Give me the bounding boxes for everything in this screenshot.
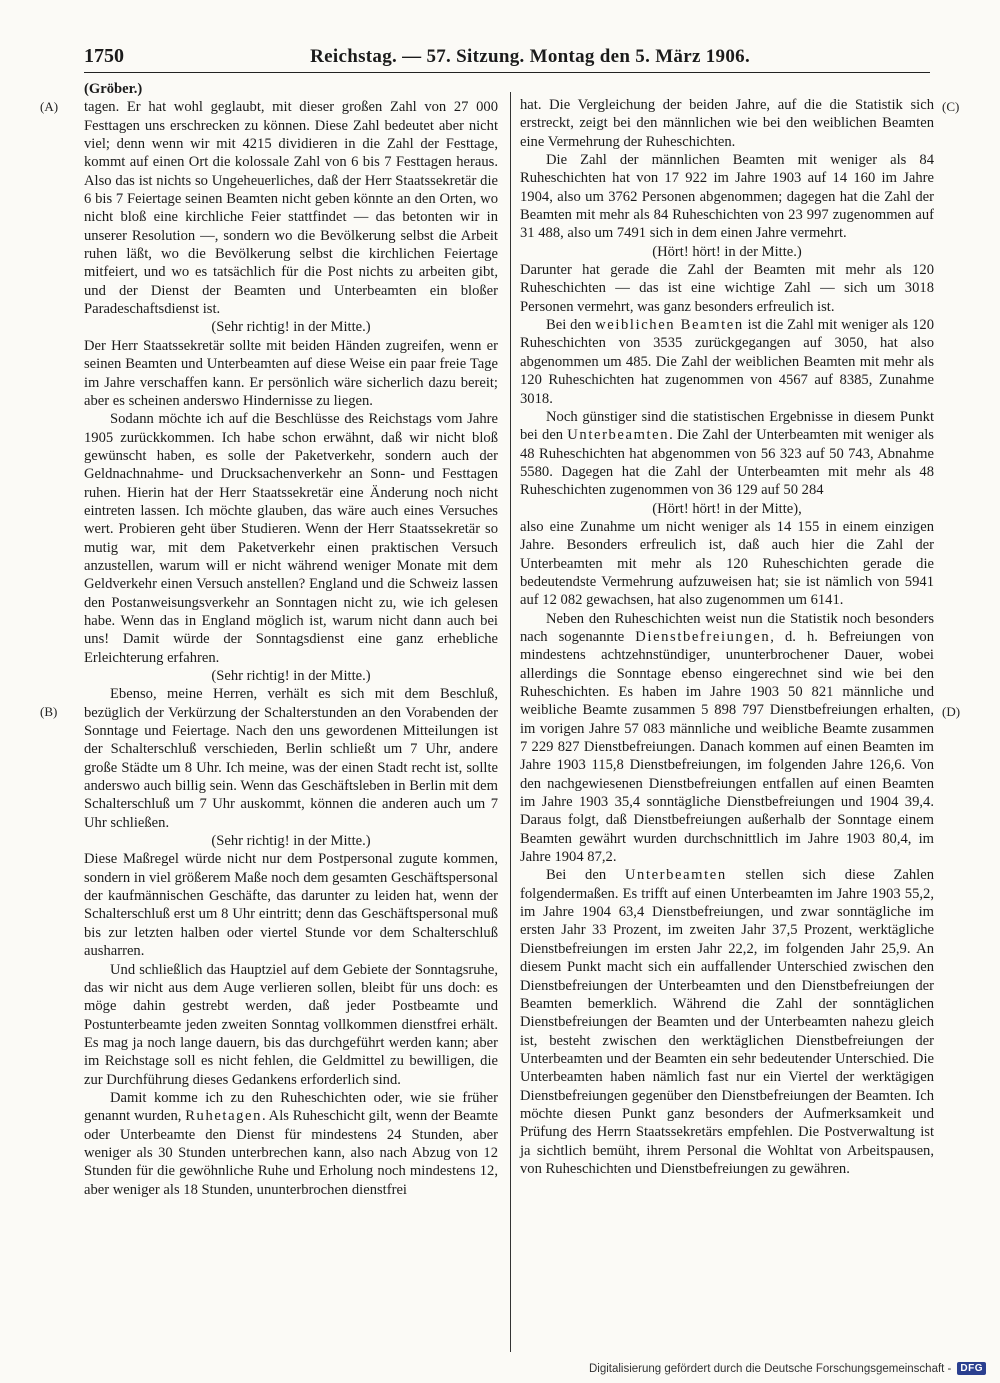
paragraph bbox=[520, 408, 934, 500]
speaker-name: (Gröber.) bbox=[84, 81, 143, 97]
paragraph: Und schließlich das Hauptziel auf dem Gebiete der Sonntagsruhe, das wir nicht aus dem Auge verlieren sollen, bleibt für uns doch: es möge dahin gestrebt werden, daß jeder Postbeamte und Postunterbeamte jeden zweiten Sonntag vollkommen dienstfrei erhält. Es mag ja noch lange dauern, bis das durchgeführt werden kann; aber im Reichstage soll es nicht fehlen, die Geldmittel zu bewilligen, die zur Durchführung dieses Gedankens erforderlich sind. bbox=[84, 961, 498, 1088]
paragraph bbox=[520, 316, 934, 408]
interjection: (Sehr richtig! in der Mitte.) bbox=[211, 833, 371, 850]
page-header bbox=[84, 44, 930, 73]
interjection: (Sehr richtig! in der Mitte.) bbox=[211, 668, 371, 684]
text-run: ist die Zahl mit weniger als 120 Ruheschichten von 3535 zurückgegangen auf 3050, hat also abgenommen um 485. Die Zahl der weiblichen Beamten mit mehr als 120 Ruheschichten hat zugenommen von 4567 auf 8385, Zunahme 3018. bbox=[520, 317, 935, 407]
text-run: Damit komme ich zu den Ruheschichten oder, wie sie früher genannt wurden, bbox=[84, 1089, 498, 1125]
text-run: Bei den bbox=[546, 867, 625, 884]
paragraph: Ebenso, meine Herren, verhält es sich mit dem Beschluß, bezüglich der Verkürzung der Schalterstunden an den Vorabenden der Sonntage und Feiertage. Nach den uns gewordenen Mitteilungen ist der Schalterschluß verschieden, Berlin schließt um 7 Uhr, andere große Städte um 8 Uhr. Ich meine, was der einen Stadt recht ist, sollte anderswo auch billig sein. Wenn das Geschäftsleben in Berlin mit dem Schalterschluß um 7 Uhr auskommt, können die anderen auch um 7 Uhr schließen. bbox=[84, 686, 498, 831]
text-run: . Als Ruheschicht gilt, wenn der Beamte oder Unterbeamte den Dienst für mindestens 24 Stunden, aber weniger als 30 Stunden unterbrechen kann, also nach Abzug von 12 Stunden für die gewöhnliche Ruhe und Erholung noch mindestens 12, aber weniger als 18 Stunden, ununterbrochen dienstfrei bbox=[84, 1108, 498, 1198]
interjection: (Hört! hört! in der Mitte.) bbox=[652, 243, 802, 260]
spaced-term: Unterbeamten bbox=[624, 867, 727, 884]
right-column bbox=[520, 96, 934, 1178]
credit-text: Digitalisierung gefördert durch die Deutsche Forschungsgemeinschaft - bbox=[588, 1362, 952, 1375]
spaced-term: weiblichen Beamten bbox=[595, 317, 744, 334]
text-run: . Die Zahl der Unterbeamten mit weniger als 48 Ruheschichten hat abgenommen von 56 323 auf 50 743, Abnahme 5580. Dagegen hat die Zahl der Unterbeamten mit mehr als 48 Ruheschichten zugenommen von 36 129 auf 50 284 bbox=[520, 427, 934, 499]
text-run: , d. h. Befreiungen von mindestens achtzehnstündiger, ununterbrochener Dauer, wobei allerdings die Sonntage ebenso eingerechnet sind wie bei den Ruheschichten. Es haben im Jahre 1903 50 821 männliche und weibliche Beamte zusammen 5 898 797 Dienstbefreiungen erhalten, im vorigen Jahre 57 083 männliche und weibliche Beamte zusammen 7 229 827 Dienstbefreiungen. Danach kommen auf einen Beamten im Jahre 1903 115,8 Dienstbefreiungen, im folgenden Jahre 126,6. Von den nachgewiesenen Dienstbefreiungen entfallen auf einen Beamten im Jahre 1903 35,4 sonntägliche Dienstbefreiungen und 1904 39,4. Daraus folgt, daß Dienstbefreiungen außerhalb der Sonntage einem Beamten gewährt wurden durchschnittlich im Jahre 1903 80,4, im Jahre 1904 87,2. bbox=[520, 628, 934, 866]
interjection: (Hört! hört! in der Mitte), bbox=[652, 500, 802, 517]
paragraph: also eine Zunahme um nicht weniger als 14 155 in einem einzigen Jahre. Besonders erfreulich ist, daß auch hier die Zahl der Unterbeamten mit mehr als 120 Ruheschichten gerade die bedeutendste Vermehrung aufzuweisen hat; sie ist nämlich von 5941 auf 12 082 gewachsen, hat also zugenommen um 6141. bbox=[520, 518, 934, 609]
margin-marker-b: (B) bbox=[40, 704, 58, 719]
paragraph: Diese Maßregel würde nicht nur dem Postpersonal zugute kommen, sondern in viel größerem Maße noch dem gesamten Geschäftspersonal der kaufmännischen Geschäfte, das darunter zu leiden hat, wenn der Schalterschluß erst um 8 Uhr eintritt; denn das Geschäftspersonal muß bis zur letzten halben oder viertel Stunde vor dem Schalterschluß ausharren. bbox=[84, 851, 498, 960]
text-run: Noch günstiger sind die statistischen Ergebnisse in diesem Punkt bei den bbox=[520, 408, 934, 444]
margin-marker-d: (D) bbox=[942, 704, 961, 719]
left-column bbox=[84, 80, 498, 1199]
page-number: 1750 bbox=[84, 45, 124, 67]
paragraph bbox=[520, 610, 934, 867]
paragraph: Darunter hat gerade die Zahl der Beamten mit mehr als 120 Ruheschichten — das ist eine wichtige Zahl — sich um 3018 Personen vermehrt, was ganz besonders erfreulich ist. bbox=[520, 262, 934, 315]
paragraph bbox=[520, 866, 934, 1178]
dfg-logo: DFG bbox=[957, 1362, 986, 1375]
text-run: stellen sich diese Zahlen folgendermaßen. Es trifft auf einen Unterbeamten im Jahre 1903 55,2, im Jahre 1904 63,4 Dienstbefreiungen, und zwar sonntägliche im ersten Jahr 33 Prozent, im zweiten Jahr 37,5 Prozent, werktägliche Dienstbefreiungen im ersten Jahr 22,2, im folgenden Jahr 25,9. An diesem Punkt macht sich ein auffallender Unterschied zwischen den Dienstbefreiungen der Unterbeamten und den Dienstbefreiungen der Beamten bemerklich. Während die Zahl der sonntäglichen Dienstbefreiungen der Beamten und der Unterbeamten nahezu gleich ist, besteht zwischen den werktäglichen Dienstbefreiungen der Unterbeamten und der Beamten ein sehr bedeutender Unterschied. Die Unterbeamten haben nämlich fast nur ein Viertel der werktägigen Dienstbefreiungen gegenüber den Dienstbefreiungen der Beamten. Ich möchte diesen Punkt ganz besonders der Aufmerksamkeit und Prüfung des Herrn Staatssekretärs empfehlen. Die Postverwaltung ist ja sichtlich bemüht, ihrem Personal die Wohltat von Arbeitspausen, von Ruheschichten und Dienstbefreiungen zu gewähren. bbox=[520, 867, 935, 1177]
spaced-term: Ruhetagen bbox=[185, 1108, 263, 1125]
spaced-term: Dienstbefreiungen bbox=[635, 628, 771, 645]
spaced-term: Unterbeamten bbox=[567, 427, 670, 444]
running-head: Reichstag. — 57. Sitzung. Montag den 5. März 1906. bbox=[310, 46, 750, 67]
paragraph: tagen. Er hat wohl geglaubt, mit dieser großen Zahl von 27 000 Festtagen uns erschrecken zu können. Diese Zahl bedeutet aber nicht viel; denn wenn wir mit 4215 dividieren in die Zahl der Festtage, kommt auf einen Ort die kolossale Zahl von 6 bis 7 Festtagen heraus. Also das ist nichts so Ungeheuerliches, daß der Herr Staatssekretär die 6 bis 7 Feiertage seinen Beamten nicht geben könnte an den Orten, wo nicht bloß eine kirchliche Feier stattfindet — das betonten wir in unserer Resolution —, sondern wo die Bevölkerung selbst die Arbeit ruhen läßt, wo die Bevölkerung selbst die kirchlichen Feiertage mitfeiert, und wo es tatsächlich für die Post nichts zu arbeiten gibt, und der Dienst der Beamten und Unterbeamten ein bloßer Paradeschaftsdienst ist. bbox=[84, 99, 498, 318]
text-run: Neben den Ruheschichten weist nun die Statistik noch besonders nach sogenannte bbox=[520, 610, 934, 645]
text-run: Bei den bbox=[546, 317, 596, 334]
paragraph: Die Zahl der männlichen Beamten mit weniger als 84 Ruheschichten hat von 17 922 im Jahre 1903 auf 14 160 im Jahre 1904, also um 3762 Personen abgenommen; dagegen hat die Zahl der Beamten mit mehr als 84 Ruheschichten von 23 997 zugenommen auf 31 488, also um 7491 sich in dem einen Jahre vermehrt. bbox=[520, 152, 934, 242]
paragraph bbox=[84, 1089, 498, 1199]
paragraph: Sodann möchte ich auf die Beschlüsse des Reichstags vom Jahre 1905 zurückkommen. Ich habe schon erwähnt, daß wir nicht bloß gewünscht haben, es solle der Paketverkehr, sondern auch der Geldnachnahme- und Drucksachenverkehr an Sonn- und Festtagen ruhen. Hierin hat der Herr Staatssekretär eine Änderung noch nicht eintreten lassen. Ich möchte glauben, das wäre auch eines Versuches wert. Probieren geht über Studieren. Wenn der Herr Staatssekretär so mutig war, mit dem Paketverkehr einen praktischen Versuch anzustellen, warum will er nicht während weniger Monate mit dem Geldverkehr einen Versuch anstellen? England und die Schweiz lassen den Postanweisungsverkehr an Sonntagen nicht zu, wie ich gelesen habe. Wenn das in England möglich ist, warum nicht dann auch bei uns! Damit würde der Sonntagsdienst eine ganz erhebliche Erleichterung erfahren. bbox=[84, 411, 498, 666]
paragraph: Der Herr Staatssekretär sollte mit beiden Händen zugreifen, wenn er seinen Beamten und Unterbeamten auf diese Weise ein paar freie Tage im Jahre verschaffen kann. Er persönlich wäre sicherlich dazu bereit; aber es scheinen anderswo Hindernisse zu liegen. bbox=[84, 337, 498, 409]
digitization-credit bbox=[589, 1362, 986, 1375]
margin-marker-c: (C) bbox=[942, 99, 960, 114]
margin-marker-a: (A) bbox=[40, 99, 59, 114]
column-divider bbox=[510, 92, 511, 1352]
paragraph: hat. Die Vergleichung der beiden Jahre, auf die die Statistik sich erstreckt, zeigt bei den männlichen wie bei den weiblichen Beamten eine Vermehrung der Ruheschichten. bbox=[520, 97, 934, 150]
interjection: (Sehr richtig! in der Mitte.) bbox=[211, 319, 371, 336]
